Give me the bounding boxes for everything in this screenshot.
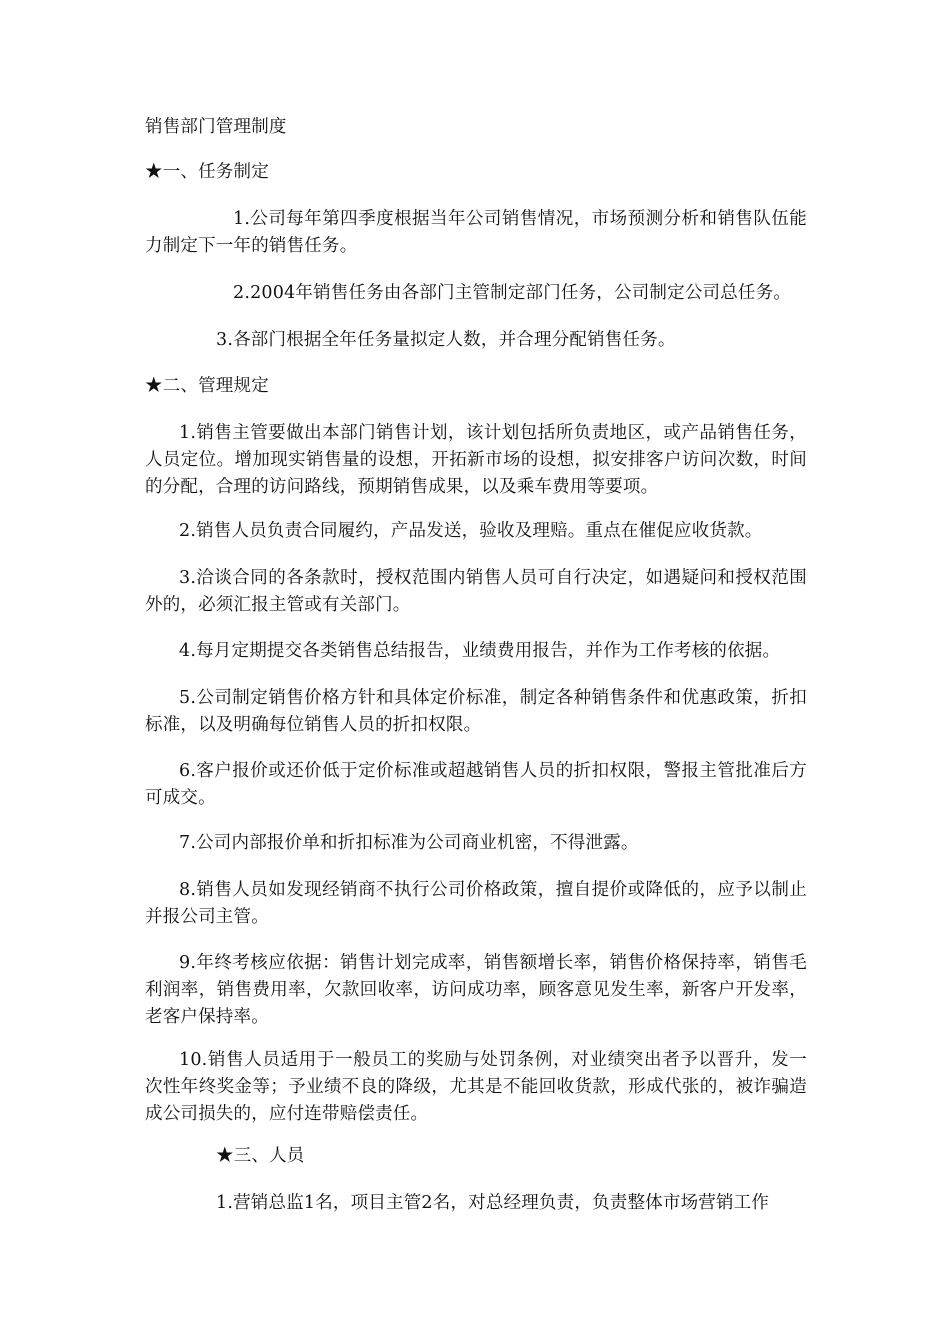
- paragraph: 8.销售人员如发现经销商不执行公司价格政策，擅自提价或降低的，应予以制止并报公司主管。: [145, 880, 807, 927]
- paragraph: 4.每月定期提交各类销售总结报告，业绩费用报告，并作为工作考核的依据。: [179, 641, 781, 661]
- paragraph: 2.2004年销售任务由各部门主管制定部门任务，公司制定公司总任务。: [233, 283, 792, 303]
- paragraph: 9.年终考核应依据：销售计划完成率，销售额增长率，销售价格保持率，销售毛利润率，销售费用率，欠款回收率，访问成功率，顾客意见发生率，新客户开发率，老客户保持率。: [145, 953, 807, 1027]
- paragraph: 7.公司内部报价单和折扣标准为公司商业机密，不得泄露。: [179, 833, 639, 853]
- paragraph: 10.销售人员适用于一般员工的奖励与处罚条例，对业绩突出者予以晋升，发一次性年终奖金等；予业绩不良的降级，尤其是不能回收货款，形成代张的，被诈骗造成公司损失的，应付连带赔偿责任。: [145, 1050, 807, 1124]
- paragraph: 1.销售主管要做出本部门销售计划，该计划包括所负责地区，或产品销售任务，人员定位。增加现实销售量的设想，开拓新市场的设想，拟安排客户访问次数，时间的分配，合理的访问路线，预期销售成果，以及乘车费用等要项。: [145, 423, 807, 497]
- document-title: 销售部门管理制度: [145, 117, 287, 137]
- paragraph: 1.公司每年第四季度根据当年公司销售情况，市场预测分析和销售队伍能力制定下一年的销售任务。: [145, 209, 807, 256]
- section-heading: ★二、管理规定: [145, 376, 269, 396]
- paragraph: 2.销售人员负责合同履约，产品发送，验收及理赔。重点在催促应收货款。: [179, 521, 763, 541]
- paragraph: 3.各部门根据全年任务量拟定人数，并合理分配销售任务。: [216, 330, 676, 350]
- paragraph: 6.客户报价或还价低于定价标准或超越销售人员的折扣权限，警报主管批准后方可成交。: [145, 761, 807, 808]
- paragraph: 5.公司制定销售价格方针和具体定价标准，制定各种销售条件和优惠政策，折扣标准，以及明确每位销售人员的折扣权限。: [145, 688, 807, 735]
- section-heading: ★三、人员: [216, 1146, 305, 1166]
- paragraph: 1.营销总监1名，项目主管2名，对总经理负责，负责整体市场营销工作: [216, 1193, 770, 1213]
- paragraph: 3.洽谈合同的各条款时，授权范围内销售人员可自行决定，如遇疑问和授权范围外的，必须汇报主管或有关部门。: [145, 568, 807, 615]
- section-heading: ★一、任务制定: [145, 162, 269, 182]
